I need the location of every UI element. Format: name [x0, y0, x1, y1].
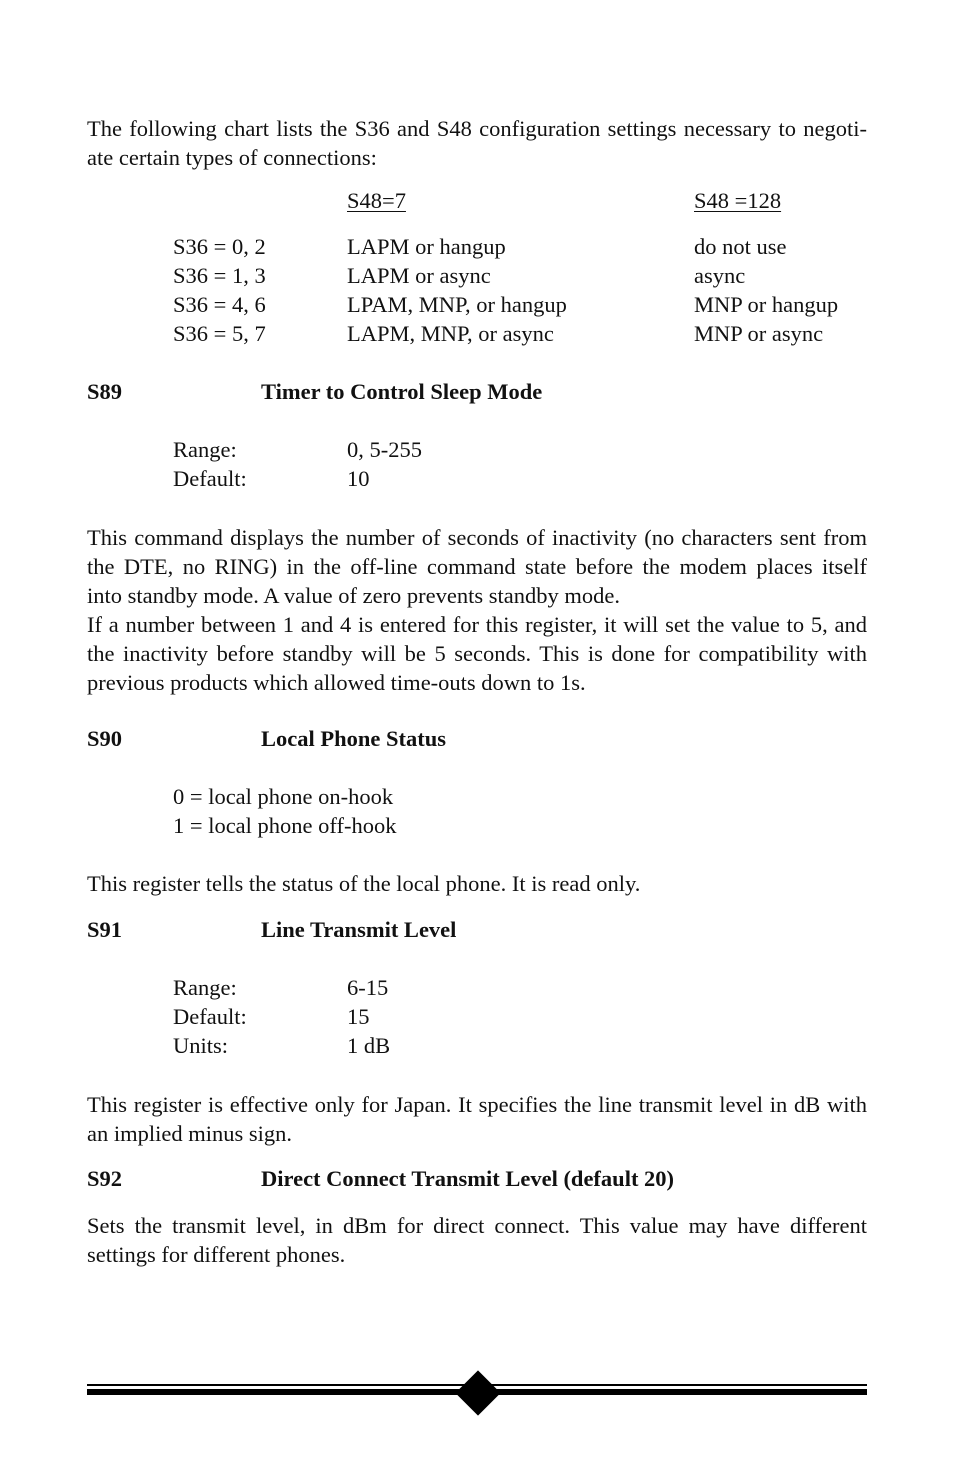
s89-title: Timer to Control Sleep Mode — [261, 379, 543, 404]
s91-range-value: 6-15 — [347, 975, 389, 1000]
intro-line-2: ate certain types of connections: — [87, 145, 377, 170]
s90-title: Local Phone Status — [261, 726, 447, 751]
s91-default-value: 15 — [347, 1004, 370, 1029]
s89-default-value: 10 — [347, 466, 370, 491]
s89-default-label: Default: — [173, 466, 247, 491]
s92-description — [87, 1211, 867, 1269]
s90-value-off-hook: 1 = local phone off-hook — [173, 813, 397, 838]
chart-cell-s36: S36 = 5, 7 — [173, 321, 266, 346]
s91-units-label: Units: — [173, 1033, 229, 1058]
chart-cell-s48-128: do not use — [694, 234, 787, 259]
s91-description — [87, 1090, 867, 1148]
chart-header-s48-7: S48=7 — [347, 188, 406, 213]
s89-register-label: S89 — [87, 379, 123, 404]
chart-header-s48-128: S48 =128 — [694, 188, 782, 213]
chart-cell-s48-128: async — [694, 263, 746, 288]
s89-desc-line: the inactivity before standby will be 5 seconds. This is done for compatibility with — [87, 641, 867, 666]
intro-paragraph — [87, 114, 867, 172]
chart-cell-s48-7: LAPM or hangup — [347, 234, 506, 259]
s91-range-label: Range: — [173, 975, 237, 1000]
s89-desc-line: into standby mode. A value of zero prevents standby mode. — [87, 583, 621, 608]
s91-desc-line: This register is effective only for Japan. It specifies the line transmit level in dB with — [87, 1092, 867, 1117]
s92-title: Direct Connect Transmit Level (default 20) — [261, 1166, 675, 1191]
s89-description — [87, 523, 867, 697]
chart-cell-s36: S36 = 0, 2 — [173, 234, 266, 259]
chart-cell-s36: S36 = 4, 6 — [173, 292, 266, 317]
s91-desc-line: an implied minus sign. — [87, 1121, 292, 1146]
intro-line-1: The following chart lists the S36 and S48 configuration settings necessary to negoti- — [87, 116, 867, 141]
s90-value-on-hook: 0 = local phone on-hook — [173, 784, 394, 809]
s89-desc-line: the DTE, no RING) in the off-line command state before the modem places itself — [87, 554, 867, 579]
s92-desc-line: Sets the transmit level, in dBm for direct connect. This value may have different — [87, 1213, 867, 1238]
chart-cell-s48-7: LPAM, MNP, or hangup — [347, 292, 567, 317]
s90-register-label: S90 — [87, 726, 123, 751]
chart-cell-s48-7: LAPM, MNP, or async — [347, 321, 554, 346]
chart-cell-s48-128: MNP or async — [694, 321, 824, 346]
s89-range-value: 0, 5-255 — [347, 437, 422, 462]
s92-desc-line: settings for different phones. — [87, 1242, 346, 1267]
s91-default-label: Default: — [173, 1004, 247, 1029]
s89-desc-line: previous products which allowed time-outs down to 1s. — [87, 670, 586, 695]
chart-cell-s48-7: LAPM or async — [347, 263, 491, 288]
s89-desc-line: If a number between 1 and 4 is entered for this register, it will set the value to 5, and — [87, 612, 867, 637]
diamond-icon — [455, 1370, 500, 1415]
s91-register-label: S91 — [87, 917, 123, 942]
s91-units-value: 1 dB — [347, 1033, 391, 1058]
chart-cell-s36: S36 = 1, 3 — [173, 263, 266, 288]
s90-description: This register tells the status of the local phone. It is read only. — [87, 871, 641, 896]
s89-range-label: Range: — [173, 437, 237, 462]
s91-title: Line Transmit Level — [261, 917, 457, 942]
chart-cell-s48-128: MNP or hangup — [694, 292, 839, 317]
s92-register-label: S92 — [87, 1166, 123, 1191]
s89-desc-line: This command displays the number of seconds of inactivity (no characters sent from — [87, 525, 867, 550]
